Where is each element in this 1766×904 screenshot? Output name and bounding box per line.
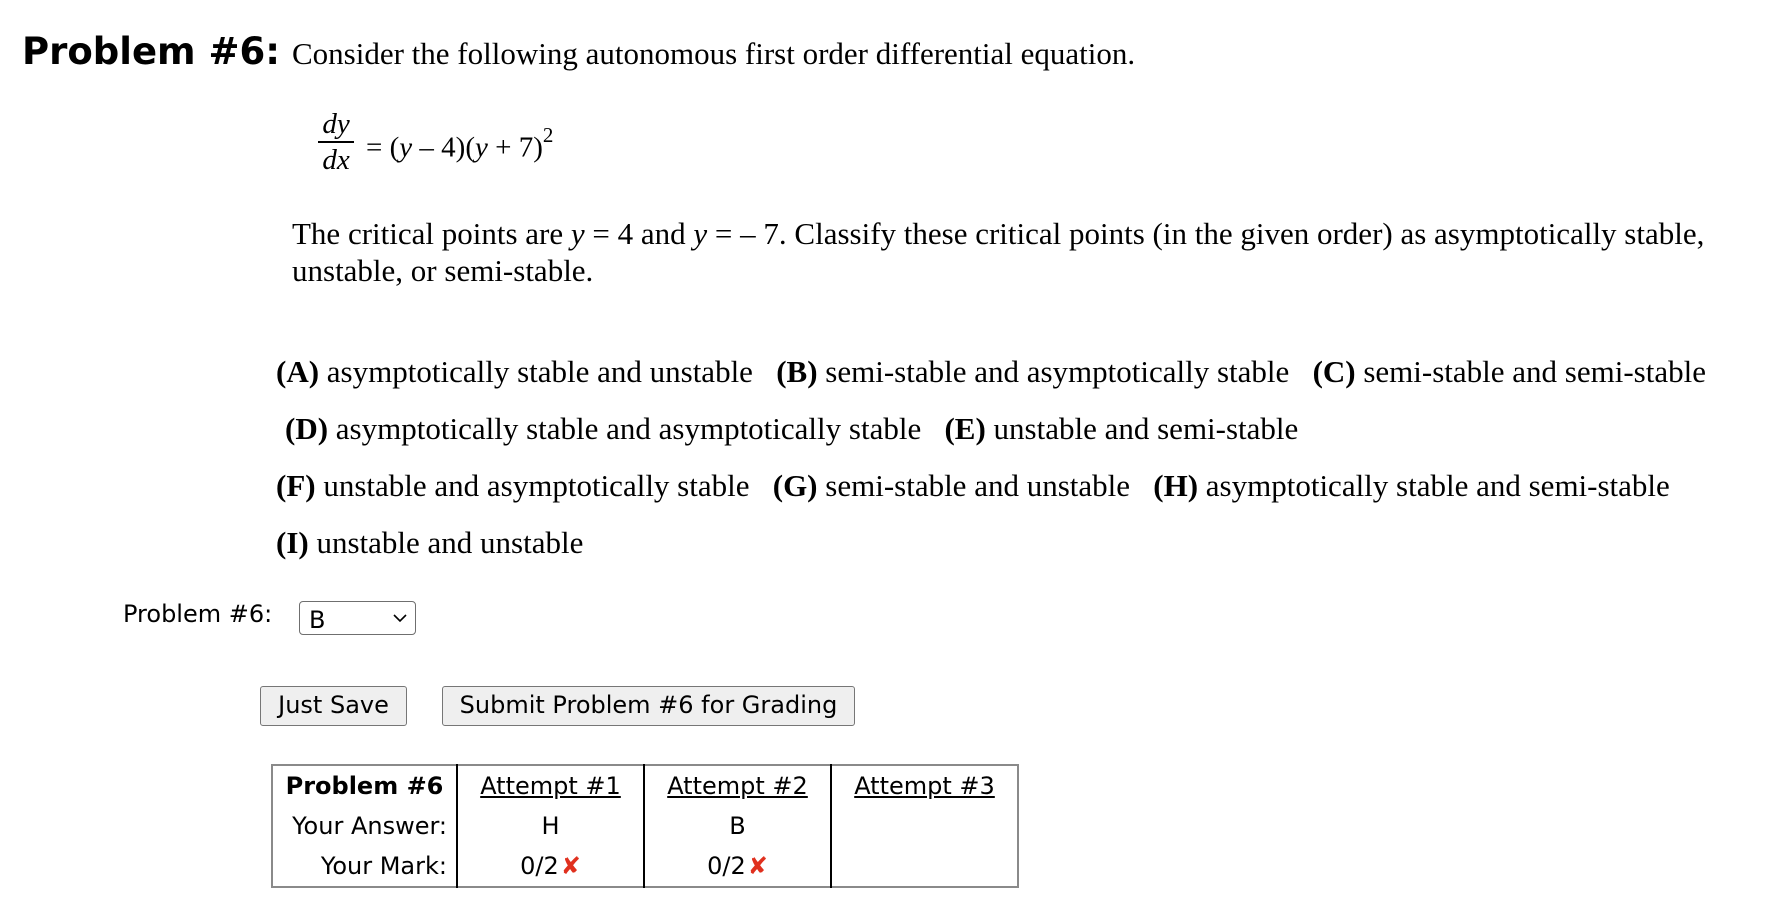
equals-sign: = bbox=[366, 131, 383, 164]
classify-text-3: = – 7. Classify these critical points (in the given order) as asymptotically stable, unstable, or semi-stable. bbox=[292, 216, 1705, 288]
options-line-3 bbox=[276, 468, 1670, 504]
classify-text-2: = 4 and bbox=[584, 216, 694, 251]
answer-label: Problem #6: bbox=[123, 600, 273, 628]
table-row bbox=[272, 846, 1018, 887]
your-answer-label: Your Answer: bbox=[272, 806, 457, 846]
fraction-numerator: dy bbox=[322, 108, 350, 140]
eq-var-y: y bbox=[399, 131, 413, 164]
wrong-x-icon: ✘ bbox=[560, 852, 581, 880]
attempt-1-mark: 0/2✘ bbox=[457, 846, 644, 887]
submit-button[interactable]: Submit Problem #6 for Grading bbox=[442, 686, 855, 726]
classify-var-y: y bbox=[570, 216, 585, 251]
classify-text-1: The critical points are bbox=[292, 216, 571, 251]
chevron-down-icon bbox=[393, 613, 407, 623]
attempt-3-answer bbox=[831, 806, 1018, 846]
attempt-2-mark: 0/2✘ bbox=[644, 846, 831, 887]
option-c: (C) semi-stable and semi-stable bbox=[1312, 354, 1706, 389]
option-b: (B) semi-stable and asymptotically stable bbox=[776, 354, 1290, 389]
table-title: Problem #6 bbox=[272, 765, 457, 806]
classify-instructions bbox=[292, 215, 1752, 289]
attempt-2-answer: B bbox=[644, 806, 831, 846]
answer-select[interactable] bbox=[299, 601, 416, 635]
eq-term-2: + 7) bbox=[487, 131, 543, 164]
eq-var-y: y bbox=[474, 131, 488, 164]
attempt-3-link[interactable]: Attempt #3 bbox=[854, 772, 995, 800]
your-mark-label: Your Mark: bbox=[272, 846, 457, 887]
attempt-2-link[interactable]: Attempt #2 bbox=[644, 765, 831, 806]
option-f: (F) unstable and asymptotically stable bbox=[276, 468, 750, 503]
option-d: (D) asymptotically stable and asymptotically stable bbox=[285, 411, 922, 446]
option-i: (I) unstable and unstable bbox=[276, 525, 584, 560]
option-a: (A) asymptotically stable and unstable bbox=[276, 354, 753, 389]
problem-intro: Consider the following autonomous first order differential equation. bbox=[292, 36, 1136, 71]
problem-heading: Problem #6: bbox=[22, 30, 281, 73]
answer-selected-value: B bbox=[309, 606, 326, 634]
options-line-1 bbox=[276, 354, 1706, 390]
option-h: (H) asymptotically stable and semi-stable bbox=[1153, 468, 1670, 503]
fraction-denominator: dx bbox=[322, 144, 350, 176]
options-line-2 bbox=[285, 411, 1298, 447]
options-line-4 bbox=[276, 525, 583, 561]
table-header-row bbox=[272, 765, 1018, 806]
just-save-button[interactable]: Just Save bbox=[260, 686, 407, 726]
attempts-table bbox=[271, 764, 1019, 888]
equation-rhs: = $(y - 4)(y + 7)^2$ bbox=[366, 123, 554, 164]
attempt-3-mark bbox=[831, 846, 1018, 887]
eq-exponent: 2 bbox=[542, 123, 554, 147]
table-row bbox=[272, 806, 1018, 846]
attempt-1-link[interactable]: Attempt #1 bbox=[457, 765, 644, 806]
eq-term-1: – 4)( bbox=[412, 131, 475, 164]
wrong-x-icon: ✘ bbox=[747, 852, 768, 880]
option-e: (E) unstable and semi-stable bbox=[944, 411, 1299, 446]
option-g: (G) semi-stable and unstable bbox=[772, 468, 1131, 503]
derivative-fraction bbox=[318, 108, 354, 176]
fraction-bar bbox=[318, 141, 354, 143]
classify-var-y: y bbox=[693, 216, 708, 251]
attempt-1-answer: H bbox=[457, 806, 644, 846]
